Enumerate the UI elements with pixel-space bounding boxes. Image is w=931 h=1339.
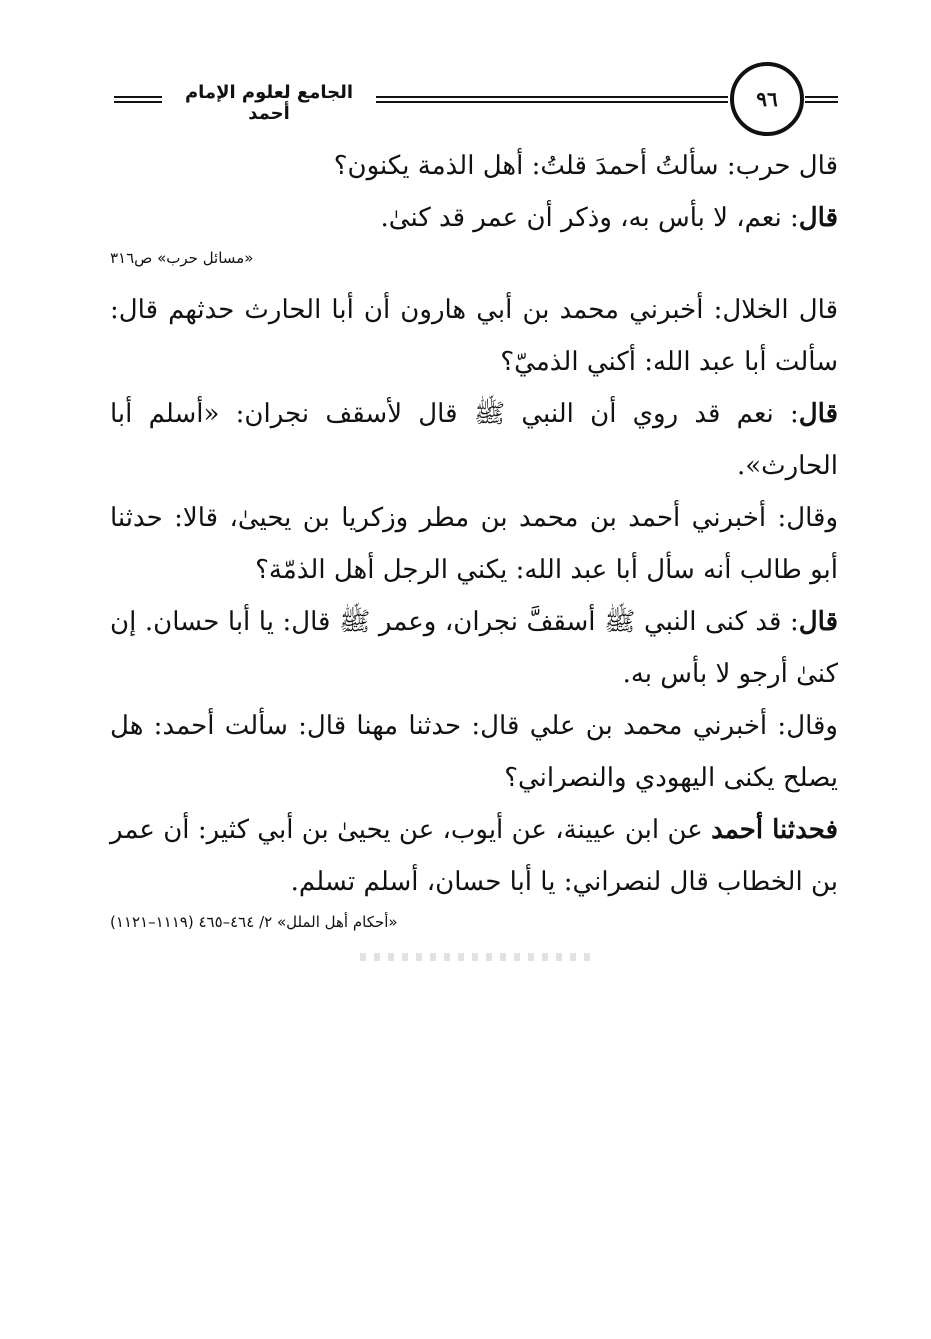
- paragraph-text: : نعم قد روي أن النبي ﷺ قال لأسقف نجران: «أسلم أبا الحارث».: [110, 399, 838, 481]
- paragraph: [110, 596, 838, 700]
- paragraph: [110, 284, 838, 388]
- paragraph: [110, 700, 838, 804]
- running-title: الجامع لعلوم الإمام أحمد: [184, 82, 354, 124]
- paragraph-lead: قال: [798, 399, 838, 429]
- paragraph: [110, 388, 838, 492]
- header-rule-right: [805, 96, 838, 103]
- page-header: [100, 62, 840, 134]
- paragraph-text: عن ابن عيينة، عن أيوب، عن يحيىٰ بن أبي كثير: أن عمر بن الخطاب قال لنصراني: يا أبا حسان، أسلم تسلم.: [110, 815, 838, 897]
- header-rule-middle: [376, 96, 728, 103]
- paragraph: [110, 192, 838, 244]
- reference-citation: «مسائل حرب» ص٣١٦: [110, 249, 254, 267]
- paragraph-text: : قد كنى النبي ﷺ أسقفَّ نجران، وعمر ﷺ قال: يا أبا حسان. إن كنىٰ أرجو لا بأس به.: [110, 607, 838, 689]
- paragraph: [110, 804, 838, 908]
- paragraph-text: وقال: أخبرني أحمد بن محمد بن مطر وزكريا بن يحيىٰ، قالا: حدثنا أبو طالب أنه سأل أبا عبد الله: يكني الرجل أهل الذمّة؟: [110, 503, 838, 585]
- reference-citation: «أحكام أهل الملل» ٢/ ٤٦٤–٤٦٥ (١١١٩–١١٢١): [110, 913, 398, 931]
- header-rule-left: [114, 96, 162, 103]
- paragraph-text: قال الخلال: أخبرني محمد بن أبي هارون أن أبا الحارث حدثهم قال: سألت أبا عبد الله: أكني الذميّ؟: [110, 295, 838, 377]
- paragraph-lead: قال: [798, 607, 838, 637]
- paragraph-lead: قال: [798, 203, 838, 233]
- scan-smudge: [360, 953, 590, 961]
- paragraph: [110, 492, 838, 596]
- page-number: [730, 62, 804, 136]
- paragraph-text: : نعم، لا بأس به، وذكر أن عمر قد كنىٰ.: [380, 203, 799, 233]
- paragraph-text: وقال: أخبرني محمد بن علي قال: حدثنا مهنا قال: سألت أحمد: هل يصلح يكنى اليهودي والنصراني؟: [110, 711, 838, 793]
- paragraph-text: قال حرب: سألتُ أحمدَ قلتُ: أهل الذمة يكنون؟: [333, 151, 838, 181]
- page-body: [110, 140, 838, 948]
- page-number-text: ٩٦: [756, 87, 778, 111]
- paragraph: [110, 140, 838, 192]
- paragraph-lead: فحدثنا أحمد: [711, 815, 838, 845]
